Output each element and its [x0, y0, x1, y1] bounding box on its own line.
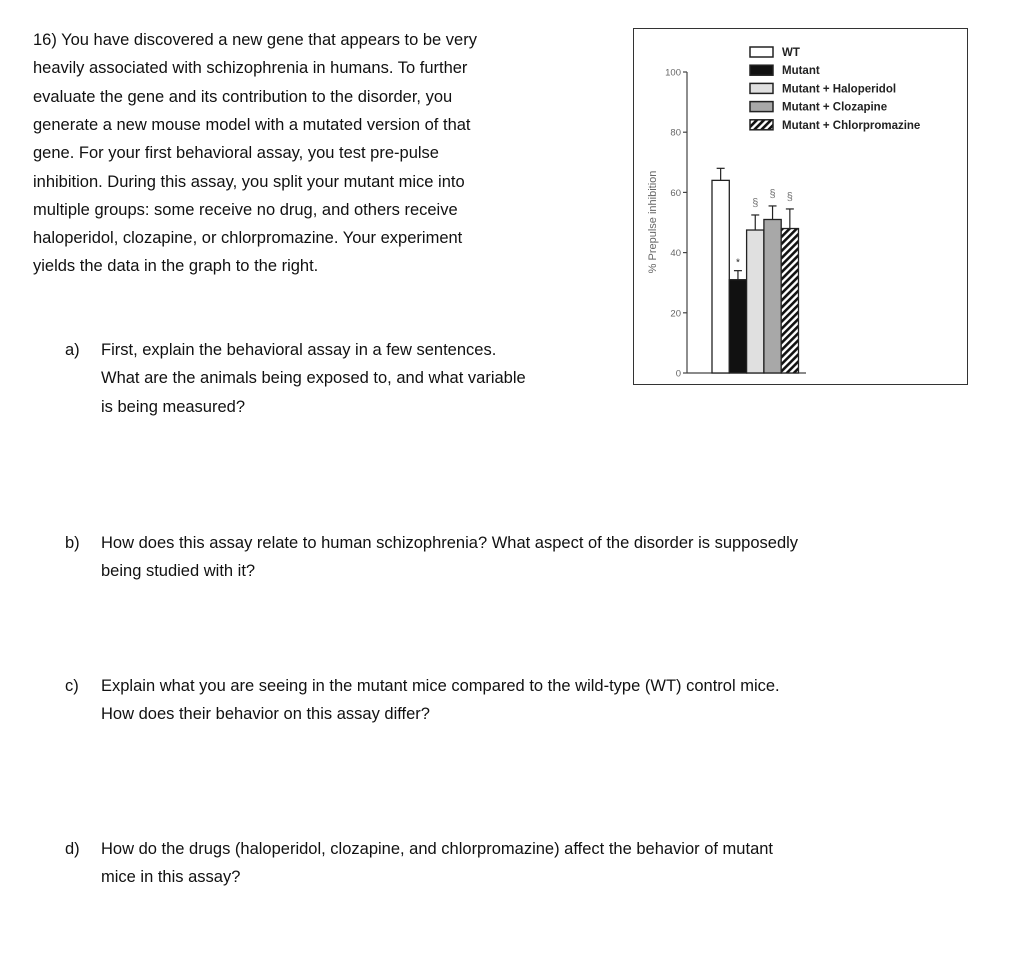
legend-swatch [750, 83, 773, 93]
y-tick-label: 80 [670, 127, 681, 139]
question-line: inhibition. During this assay, you split your mutant mice into [33, 172, 465, 191]
bar-mutant-clozapine [764, 219, 781, 373]
part-label: c) [65, 677, 79, 695]
significance-marker: § [786, 190, 793, 203]
part-label: d) [65, 840, 80, 858]
significance-marker: § [752, 196, 759, 209]
y-axis-label: % Prepulse inhibition [647, 170, 659, 274]
part-a-line: is being measured? [101, 397, 246, 416]
part-label: b) [65, 534, 80, 552]
part-d-line: mice in this assay? [101, 868, 241, 887]
part-d-line: How do the drugs (haloperidol, clozapine, and chlorpromazine) affect the behavior of mutant [101, 840, 774, 858]
bar-mutant [729, 280, 746, 373]
part-c-line: How does their behavior on this assay differ? [101, 705, 430, 724]
y-tick-label: 100 [665, 67, 681, 79]
legend-swatch [750, 65, 773, 75]
bar-mutant-chlorpromazine [781, 229, 798, 373]
significance-marker: § [769, 187, 776, 200]
legend-swatch [750, 47, 773, 57]
part-c-line: Explain what you are seeing in the mutant mice compared to the wild-type (WT) control mice. [101, 677, 780, 695]
part-a-line: What are the animals being exposed to, and what variable [101, 369, 526, 388]
legend-swatch [750, 120, 773, 130]
question-line: 16) You have discovered a new gene that appears to be very [33, 31, 477, 49]
y-tick-label: 0 [675, 368, 681, 380]
legend-swatch [750, 102, 773, 112]
legend-label: Mutant + Clozapine [782, 101, 888, 114]
part-b-line: How does this assay relate to human schizophrenia? What aspect of the disorder is supposedly [101, 534, 799, 552]
legend-label: Mutant + Haloperidol [782, 83, 897, 96]
bar-wt [712, 180, 729, 373]
y-tick-label: 20 [670, 308, 681, 320]
legend-label: Mutant [782, 65, 820, 78]
y-tick-label: 60 [670, 187, 681, 199]
question-line: haloperidol, clozapine, or chlorpromazine. Your experiment [33, 229, 463, 248]
bar-mutant-haloperidol [747, 230, 764, 373]
legend-label: WT [782, 47, 800, 59]
question-line: multiple groups: some receive no drug, and others receive [33, 200, 458, 219]
question-line: yields the data in the graph to the right. [33, 257, 319, 276]
chart-svg [634, 29, 966, 383]
bar-chart [633, 28, 968, 385]
part-a-line: First, explain the behavioral assay in a few sentences. [101, 341, 497, 359]
question-line: evaluate the gene and its contribution to the disorder, you [33, 87, 453, 106]
question-line: generate a new mouse model with a mutated version of that [33, 115, 471, 134]
y-tick-label: 40 [670, 248, 681, 260]
legend-label: Mutant + Chlorpromazine [782, 119, 921, 132]
significance-marker: * [735, 257, 740, 269]
question-line: heavily associated with schizophrenia in humans. To further [33, 59, 468, 78]
question-line: gene. For your first behavioral assay, you test pre-pulse [33, 144, 439, 163]
part-label: a) [65, 341, 80, 359]
part-b-line: being studied with it? [101, 562, 256, 581]
